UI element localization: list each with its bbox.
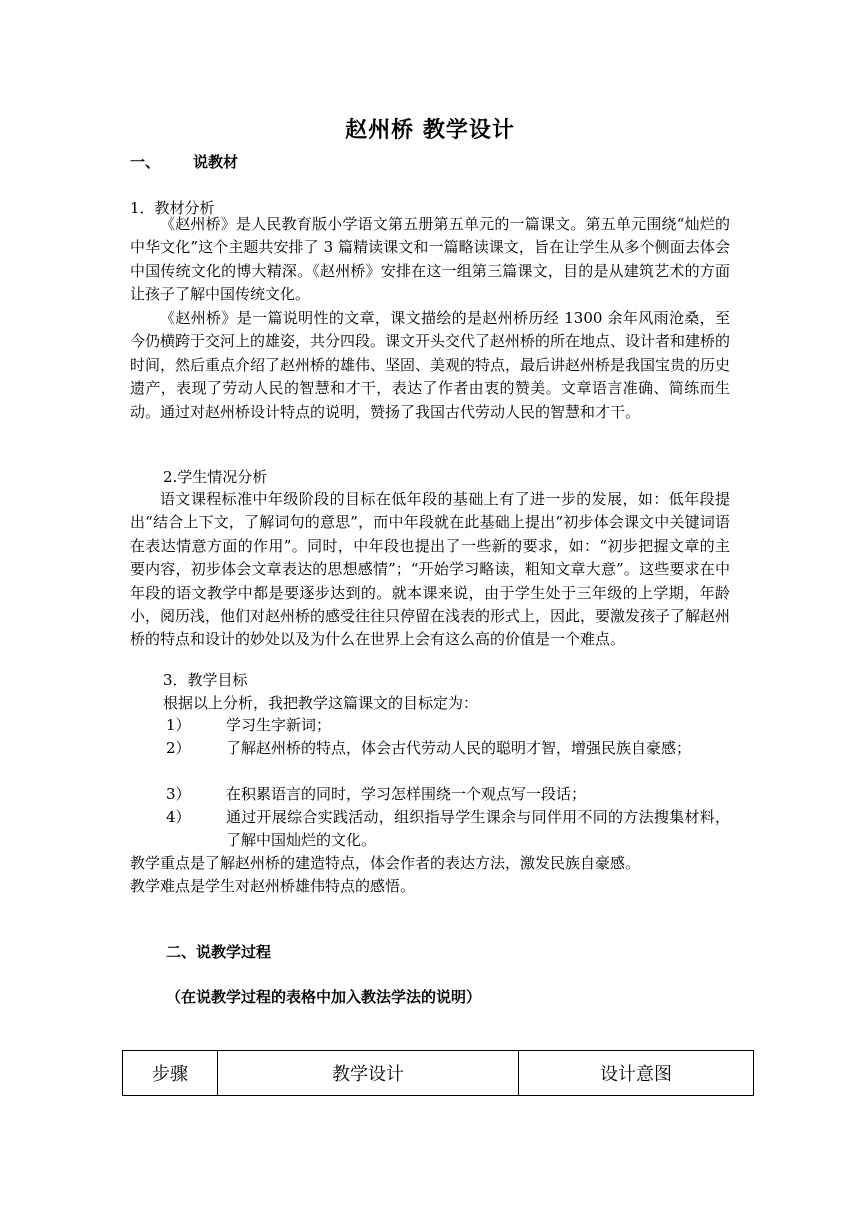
section-2-note: （在说教学过程的表格中加入教法学法的说明） <box>166 988 482 1006</box>
subsection-3-heading: 3．教学目标 <box>163 671 248 689</box>
subsection-2-heading: 2.学生情况分析 <box>163 468 268 486</box>
table-header-row <box>123 1051 754 1096</box>
goal-text: 了解赵州桥的特点，体会古代劳动人民的聪明才智，增强民族自豪感； <box>226 739 692 757</box>
goal-text: 学习生字新词； <box>226 716 332 734</box>
table-header-step: 步骤 <box>123 1051 218 1096</box>
table-header-design: 教学设计 <box>218 1051 519 1096</box>
goal-number: 2） <box>166 739 191 757</box>
subsection-1-heading: 1．教材分析 <box>130 199 215 217</box>
goal-text: 通过开展综合实践活动，组织指导学生课余与同伴用不同的方法搜集材料，了解中国灿烂的文化。 <box>226 808 730 850</box>
table-header-intent: 设计意图 <box>519 1051 754 1096</box>
goal-number: 1） <box>166 716 191 734</box>
section-1-number: 一、 <box>130 153 161 171</box>
textbook-analysis-paragraph-2: 《赵州桥》是一篇说明性的文章，课文描绘的是赵州桥历经 1300 余年风雨沧桑，至今仍横跨于交河上的雄姿，共分四段。课文开头交代了赵州桥的所在地点、设计者和建桥的时间，然后重点介绍了赵州桥的雄伟、坚固、美观的特点，最后讲赵州桥是我国宝贵的历史遗产，表现了劳动人民的智慧和才干，表达了作者由衷的赞美。文章语言准确、简练而生动。通过对赵州桥设计特点的说明，赞扬了我国古代劳动人民的智慧和才干。 <box>130 309 731 421</box>
document-page <box>130 0 730 1216</box>
goal-text: 在积累语言的同时，学习怎样围绕一个观点写一段话； <box>226 785 587 803</box>
goals-intro: 根据以上分析，我把教学这篇课文的目标定为： <box>163 694 479 712</box>
student-analysis-paragraph: 语文课程标准中年级阶段的目标在低年段的基础上有了进一步的发展，如：低年段提出“结合上下文，了解词句的意思”，而中年段就在此基础上提出“初步体会课文中关键词语在表达情意方面的作用”。同时，中年段也提出了一些新的要求，如：“初步把握文章的主要内容，初步体会文章表达的思想感情”；“开始学习略读，粗知文章大意”。这些要求在中年段的语文教学中都是要逐步达到的。就本课来说，由于学生处于三年级的上学期，年龄小，阅历浅，他们对赵州桥的感受往往只停留在浅表的形式上，因此，要激发孩子了解赵州桥的特点和设计的妙处以及为什么在世界上会有这么高的价值是一个难点。 <box>130 490 731 649</box>
teaching-difficult-point: 教学难点是学生对赵州桥雄伟特点的感悟。 <box>130 877 416 895</box>
section-2-heading: 二、说教学过程 <box>166 943 272 961</box>
textbook-analysis-paragraph-1: 《赵州桥》是人民教育版小学语文第五册第五单元的一篇课文。第五单元围绕“灿烂的中华文化”这个主题共安排了 3 篇精读课文和一篇略读课文，旨在让学生从多个侧面去体会中国传统文化的博大精深。《赵州桥》安排在这一组第三篇课文，目的是从建筑艺术的方面让孩子了解中国传统文化。 <box>130 215 730 304</box>
goal-number: 4） <box>166 808 191 826</box>
section-1-heading: 说教材 <box>193 153 239 171</box>
teaching-process-table <box>122 1050 754 1096</box>
goal-number: 3） <box>166 785 191 803</box>
document-title: 赵州桥 教学设计 <box>345 118 515 143</box>
teaching-key-point: 教学重点是了解赵州桥的建造特点，体会作者的表达方法，激发民族自豪感。 <box>130 854 641 872</box>
